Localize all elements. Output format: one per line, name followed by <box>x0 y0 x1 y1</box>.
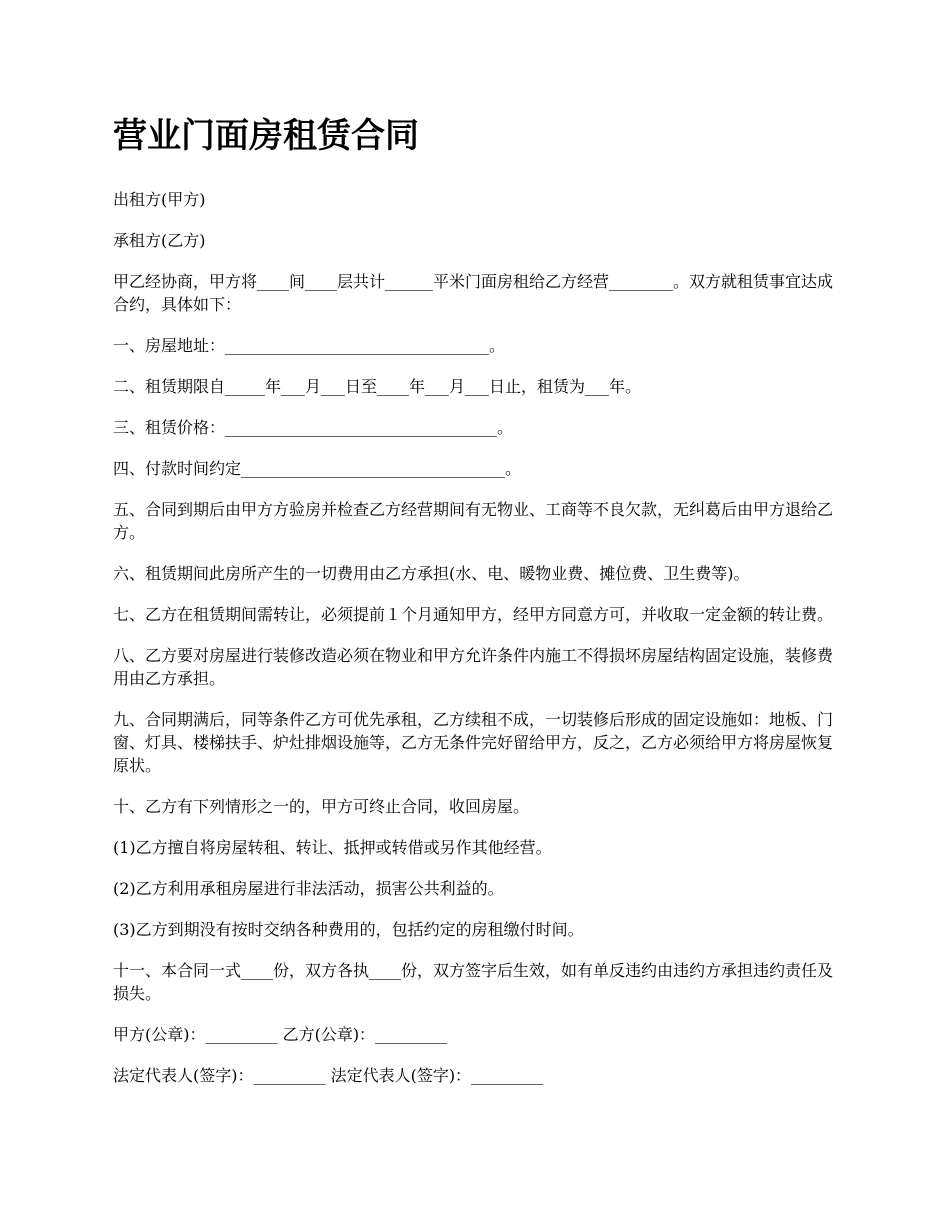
clause-8-renovation: 八、乙方要对房屋进行装修改造必须在物业和甲方允许条件内施工不得损坏房屋结构固定设施，装修费用由乙方承担。 <box>113 646 834 688</box>
clause-4-payment-time: 四、付款时间约定_________________________________。 <box>113 459 522 478</box>
clause-9-renewal: 九、合同期满后，同等条件乙方可优先承租，乙方续租不成，一切装修后形成的固定设施如：地板、门窗、灯具、楼梯扶手、炉灶排烟设施等，乙方无条件完好留给甲方，反之，乙方必须给甲方将房屋恢复原状。 <box>113 710 834 775</box>
clause-11-copies: 十一、本合同一式____份，双方各执____份，双方签字后生效，如有单反违约由违约方承担违约责任及损失。 <box>113 961 834 1003</box>
clause-3-price: 三、租赁价格：__________________________________。 <box>113 418 514 437</box>
clause-1-address: 一、房屋地址：_________________________________。 <box>113 336 506 355</box>
document-title: 营业门面房租赁合同 <box>113 116 419 156</box>
termination-item-1: (1)乙方擅自将房屋转租、转让、抵押或转借或另作其他经营。 <box>113 838 552 857</box>
clause-6-expenses: 六、租赁期间此房所产生的一切费用由乙方承担(水、电、暖物业费、摊位费、卫生费等)。 <box>113 564 750 583</box>
intro-paragraph: 甲乙经协商，甲方将____间____层共计______平米门面房租给乙方经营________。双方就租赁事宜达成合约，具体如下： <box>113 272 834 314</box>
clause-2-term: 二、租赁期限自_____年___月___日至____年___月___日止，租赁为___年。 <box>113 377 642 396</box>
party-a-line: 出租方(甲方) <box>113 190 206 209</box>
termination-item-3: (3)乙方到期没有按时交纳各种费用的，包括约定的房租缴付时间。 <box>113 920 584 939</box>
termination-item-2: (2)乙方利用承租房屋进行非法活动，损害公共利益的。 <box>113 879 504 898</box>
clause-7-transfer: 七、乙方在租赁期间需转让，必须提前１个月通知甲方，经甲方同意方可，并收取一定金额的转让费。 <box>113 605 834 624</box>
clause-5-expiry-inspection: 五、合同到期后由甲方方验房并检查乙方经营期间有无物业、工商等不良欠款，无纠葛后由甲方退给乙方。 <box>113 500 834 542</box>
seal-signature-line: 甲方(公章)：_________ 乙方(公章)：_________ <box>113 1025 448 1044</box>
document-page <box>113 112 843 1105</box>
clause-10-termination: 十、乙方有下列情形之一的，甲方可终止合同，收回房屋。 <box>113 797 530 816</box>
party-b-line: 承租方(乙方) <box>113 231 206 250</box>
representative-signature-line: 法定代表人(签字)：_________ 法定代表人(签字)：_________ <box>113 1066 544 1085</box>
